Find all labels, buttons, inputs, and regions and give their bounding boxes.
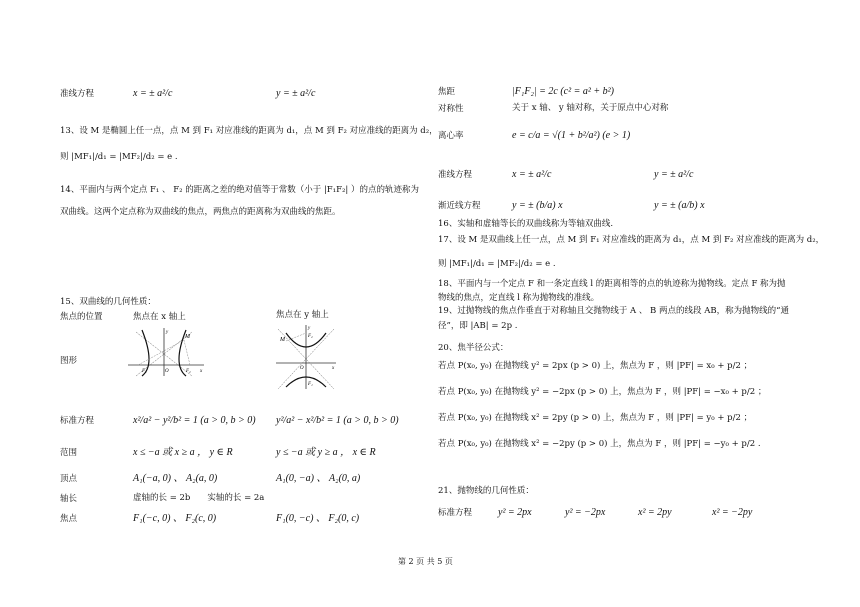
- svg-text:y: y: [166, 330, 169, 335]
- item-13-line2: 则 |MF₁|/d₁ = |MF₂|/d₂ = e .: [60, 152, 178, 162]
- focal-distance-label: 焦距: [438, 87, 456, 97]
- page-footer: 第 2 页 共 5 页: [398, 557, 453, 566]
- range-label: 范围: [60, 448, 78, 458]
- parabola-eq-1: y² = 2px: [498, 507, 532, 518]
- directrix-y-right: y = ± a²/c: [654, 169, 694, 180]
- parabola-std-label: 标准方程: [438, 508, 473, 518]
- range-y: y ≤ −a 或 y ≥ a ， x ∈ R: [276, 447, 376, 458]
- item-17-line2: 则 |MF₁|/d₁ = |MF₂|/d₂ = e .: [438, 259, 556, 269]
- asymptote-y: y = ± (a/b) x: [654, 200, 705, 211]
- directrix-x-right: x = ± a²/c: [512, 169, 552, 180]
- focus-x: F₁(−c, 0) 、 F₂(c, 0): [133, 513, 217, 524]
- col-header: 焦点的位置: [60, 312, 103, 322]
- directrix-label: 准线方程: [60, 89, 95, 99]
- axis-length-label: 轴长: [60, 494, 78, 504]
- svg-text:F₁: F₁: [142, 369, 147, 374]
- directrix-label-right: 准线方程: [438, 170, 473, 180]
- item-14-line1: 14、平面内与两个定点 F₁ 、 F₂ 的距离之差的绝对值等于常数（小于 |F₁F₂| ）的点的轨迹称为: [60, 185, 419, 195]
- graph-label: 图形: [60, 356, 78, 366]
- directrix-formula-x: x = ± a²/c: [133, 88, 173, 99]
- svg-text:F₂: F₂: [186, 369, 191, 374]
- eccentricity-label: 离心率: [438, 131, 464, 141]
- item-19-line2: 径”，即 |AB| = 2p .: [438, 321, 518, 331]
- svg-text:O: O: [300, 366, 304, 371]
- asymptote-label: 渐近线方程: [438, 201, 481, 211]
- item-16: 16、实轴和虚轴等长的双曲线称为等轴双曲线.: [438, 219, 614, 229]
- focal-radius-2: 若点 P(x₀, y₀) 在抛物线 y² = −2px (p > 0) 上，焦点为 F ，则 |PF| = −x₀ + p/2 ；: [438, 387, 767, 397]
- item-19-line1: 19、过抛物线的焦点作垂直于对称轴且交抛物线于 A 、 B 两点的线段 AB，称为抛物线的“通: [438, 306, 789, 316]
- vertex-label: 顶点: [60, 474, 78, 484]
- symmetry-value: 关于 x 轴、 y 轴对称，关于原点中心对称: [512, 103, 669, 113]
- hyperbola-y-graph: [274, 323, 340, 391]
- focal-radius-4: 若点 P(x₀, y₀) 在抛物线 x² = −2py (p > 0) 上，焦点为 F ，则 |PF| = −y₀ + p/2 .: [438, 439, 761, 449]
- focal-radius-1: 若点 P(x₀, y₀) 在抛物线 y² = 2px (p > 0) 上，焦点为 F ，则 |PF| = x₀ + p/2 ；: [438, 361, 753, 371]
- col-focus-x: 焦点在 x 轴上: [133, 312, 186, 322]
- item-15-heading: 15、双曲线的几何性质：: [60, 297, 156, 307]
- parabola-eq-3: x² = 2py: [638, 507, 672, 518]
- item-21-heading: 21、抛物线的几何性质：: [438, 486, 534, 496]
- std-eq-x: x²/a² − y²/b² = 1 (a > 0, b > 0): [133, 415, 256, 426]
- std-eq-y: y²/a² − x²/b² = 1 (a > 0, b > 0): [276, 415, 399, 426]
- parabola-eq-4: x² = −2py: [712, 507, 753, 518]
- svg-text:x: x: [200, 369, 203, 374]
- svg-text:F₁: F₁: [308, 382, 313, 387]
- directrix-formula-y: y = ± a²/c: [276, 88, 316, 99]
- item-17-line1: 17、设 M 是双曲线上任一点，点 M 到 F₁ 对应准线的距离为 d₁，点 M 到 F₂ 对应准线的距离为 d₂，: [438, 235, 825, 245]
- focus-y: F₁(0, −c) 、 F₂(0, c): [276, 513, 360, 524]
- asymptote-x: y = ± (b/a) x: [512, 200, 563, 211]
- std-eq-label: 标准方程: [60, 416, 95, 426]
- item-18-line2: 物线的焦点，定直线 l 称为抛物线的准线。: [438, 293, 600, 303]
- vertex-x: A₁(−a, 0) 、 A₂(a, 0): [133, 473, 218, 484]
- col-focus-y: 焦点在 y 轴上: [276, 310, 329, 320]
- item-20-heading: 20、焦半径公式：: [438, 343, 509, 353]
- focal-distance-formula: |F₁F₂| = 2c (c² = a² + b²): [512, 86, 614, 97]
- svg-text:M: M: [185, 334, 190, 340]
- eccentricity-formula: e = c/a = √(1 + b²/a²) (e > 1): [512, 130, 631, 141]
- item-14-line2: 双曲线。这两个定点称为双曲线的焦点，两焦点的距离称为双曲线的焦距。: [60, 207, 341, 217]
- svg-text:F₂: F₂: [308, 334, 313, 339]
- svg-text:O: O: [165, 369, 169, 374]
- svg-text:x: x: [332, 366, 335, 371]
- range-x: x ≤ −a 或 x ≥ a ， y ∈ R: [133, 447, 233, 458]
- hyperbola-x-graph: [126, 326, 206, 378]
- vertex-y: A₁(0, −a) 、 A₂(0, a): [276, 473, 361, 484]
- item-13-line1: 13、设 M 是椭圆上任一点，点 M 到 F₁ 对应准线的距离为 d₁，点 M 到 F₂ 对应准线的距离为 d₂，: [60, 126, 438, 136]
- axis-length-x: 虚轴的长 = 2b 实轴的长 = 2a: [133, 493, 265, 503]
- parabola-eq-2: y² = −2px: [565, 507, 606, 518]
- svg-text:y: y: [308, 326, 311, 331]
- focal-radius-3: 若点 P(x₀, y₀) 在抛物线 x² = 2py (p > 0) 上，焦点为 F ，则 |PF| = y₀ + p/2 ；: [438, 413, 753, 423]
- svg-text:M: M: [280, 337, 285, 343]
- item-18-line1: 18、平面内与一个定点 F 和一条定直线 l 的距离相等的点的轨迹称为抛物线。定点 F 称为抛: [438, 279, 786, 289]
- symmetry-label: 对称性: [438, 104, 464, 114]
- focus-label: 焦点: [60, 514, 78, 524]
